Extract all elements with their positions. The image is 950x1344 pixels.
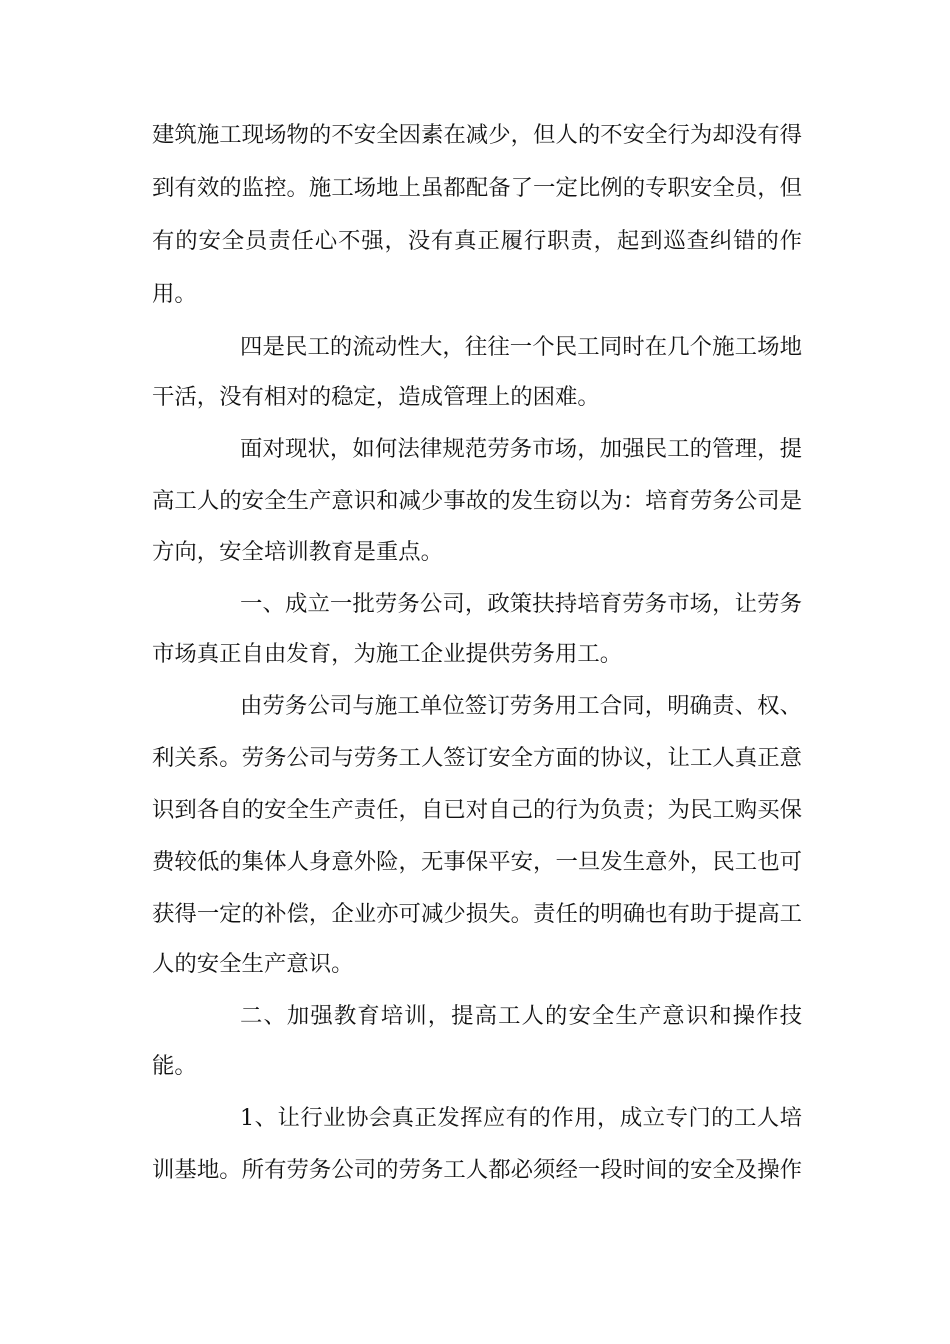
paragraph-line: 1、让行业协会真正发挥应有的作用，成立专门的工人培 [240, 1105, 802, 1131]
paragraph-line: 人的安全生产意识。 [152, 951, 354, 977]
paragraph-line: 利关系。劳务公司与劳务工人签订安全方面的协议，让工人真正意 [152, 745, 802, 771]
paragraph-line: 到有效的监控。施工场地上虽都配备了一定比例的专职安全员，但 [152, 175, 802, 201]
paragraph-line: 获得一定的补偿，企业亦可减少损失。责任的明确也有助于提高工 [152, 901, 802, 927]
paragraph-line: 面对现状，如何法律规范劳务市场，加强民工的管理，提 [240, 436, 802, 462]
paragraph-line: 训基地。所有劳务公司的劳务工人都必须经一段时间的安全及操作 [152, 1157, 802, 1183]
paragraph-line: 市场真正自由发育，为施工企业提供劳务用工。 [152, 641, 623, 667]
paragraph-line: 费较低的集体人身意外险，无事保平安，一旦发生意外，民工也可 [152, 849, 802, 875]
paragraph-line: 干活，没有相对的稳定，造成管理上的困难。 [152, 384, 600, 410]
paragraph-line: 识到各自的安全生产责任，自已对自己的行为负责；为民工购买保 [152, 797, 802, 823]
paragraph-line: 方向，安全培训教育是重点。 [152, 539, 444, 565]
paragraph-line: 一、成立一批劳务公司，政策扶持培育劳务市场，让劳务 [240, 591, 802, 617]
paragraph-line: 有的安全员责任心不强，没有真正履行职责，起到巡查纠错的作 [152, 228, 802, 254]
paragraph-line: 二、加强教育培训，提高工人的安全生产意识和操作技 [240, 1003, 802, 1029]
paragraph-line: 能。 [152, 1053, 197, 1079]
paragraph-line: 建筑施工现场物的不安全因素在减少，但人的不安全行为却没有得 [152, 122, 802, 148]
paragraph-line: 用。 [152, 281, 197, 307]
paragraph-line: 四是民工的流动性大，往往一个民工同时在几个施工场地 [240, 334, 802, 360]
paragraph-line: 高工人的安全生产意识和减少事故的发生窃以为：培育劳务公司是 [152, 488, 802, 514]
paragraph-line: 由劳务公司与施工单位签订劳务用工合同，明确责、权、 [240, 693, 802, 719]
